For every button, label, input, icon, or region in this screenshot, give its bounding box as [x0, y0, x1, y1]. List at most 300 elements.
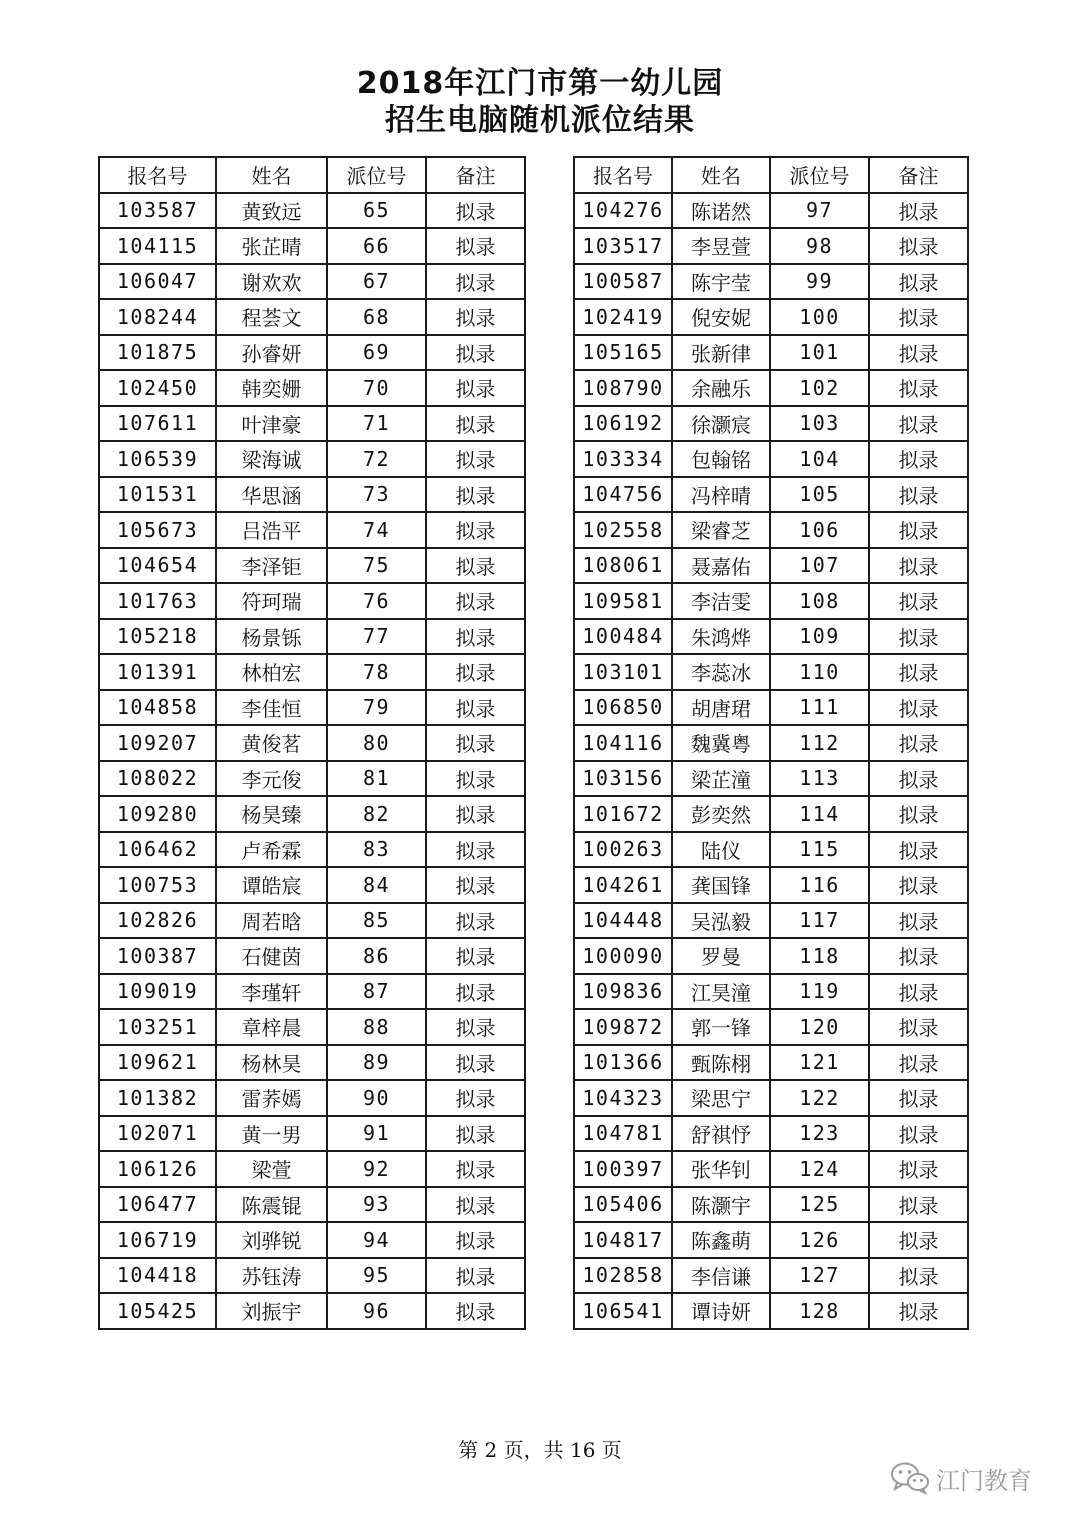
remark-cell: 拟录: [869, 690, 968, 726]
table-row: [574, 974, 968, 1010]
student-name-cell: 张芷晴: [216, 228, 327, 264]
table-row: [99, 761, 525, 797]
registration-number-cell: 100753: [99, 867, 216, 903]
table-row: [99, 1009, 525, 1045]
student-name-cell: 江昊潼: [672, 974, 770, 1010]
seat-number-cell: 94: [327, 1222, 426, 1258]
remark-cell: 拟录: [426, 1293, 525, 1329]
student-name-cell: 黄一男: [216, 1116, 327, 1152]
table-row: [99, 1187, 525, 1223]
header-remark: 备注: [869, 157, 968, 193]
registration-number-cell: 109581: [574, 583, 672, 619]
student-name-cell: 聂嘉佑: [672, 548, 770, 584]
registration-number-cell: 106541: [574, 1293, 672, 1329]
registration-number-cell: 106047: [99, 264, 216, 300]
student-name-cell: 罗曼: [672, 938, 770, 974]
remark-cell: 拟录: [426, 867, 525, 903]
student-name-cell: 谢欢欢: [216, 264, 327, 300]
student-name-cell: 刘骅锐: [216, 1222, 327, 1258]
student-name-cell: 梁睿芝: [672, 512, 770, 548]
seat-number-cell: 97: [770, 193, 869, 229]
table-row: [99, 796, 525, 832]
table-body-right: [574, 193, 968, 1329]
student-name-cell: 李洁雯: [672, 583, 770, 619]
student-name-cell: 孙睿妍: [216, 335, 327, 371]
seat-number-cell: 111: [770, 690, 869, 726]
seat-number-cell: 84: [327, 867, 426, 903]
student-name-cell: 陈鑫萌: [672, 1222, 770, 1258]
seat-number-cell: 110: [770, 654, 869, 690]
remark-cell: 拟录: [426, 725, 525, 761]
table-row: [99, 193, 525, 229]
table-row: [574, 548, 968, 584]
document-title: 2018年江门市第一幼儿园: [356, 66, 724, 101]
student-name-cell: 华思涵: [216, 477, 327, 513]
header-row: [99, 157, 525, 193]
student-name-cell: 杨昊臻: [216, 796, 327, 832]
table-row: [99, 725, 525, 761]
student-name-cell: 李昱萱: [672, 228, 770, 264]
table-row: [574, 1080, 968, 1116]
registration-number-cell: 104817: [574, 1222, 672, 1258]
registration-number-cell: 109280: [99, 796, 216, 832]
watermark: [890, 1458, 1032, 1498]
student-name-cell: 黄俊茗: [216, 725, 327, 761]
registration-number-cell: 106477: [99, 1187, 216, 1223]
seat-number-cell: 88: [327, 1009, 426, 1045]
registration-number-cell: 105673: [99, 512, 216, 548]
table-row: [99, 903, 525, 939]
student-name-cell: 陈震锟: [216, 1187, 327, 1223]
student-name-cell: 包翰铭: [672, 441, 770, 477]
remark-cell: 拟录: [426, 974, 525, 1010]
student-name-cell: 冯梓晴: [672, 477, 770, 513]
student-name-cell: 陈灏宇: [672, 1187, 770, 1223]
remark-cell: 拟录: [869, 619, 968, 655]
header-registration-number: 报名号: [99, 157, 216, 193]
registration-number-cell: 108022: [99, 761, 216, 797]
remark-cell: 拟录: [426, 1222, 525, 1258]
registration-number-cell: 104276: [574, 193, 672, 229]
student-name-cell: 韩奕姗: [216, 370, 327, 406]
remark-cell: 拟录: [426, 903, 525, 939]
registration-number-cell: 102858: [574, 1258, 672, 1294]
seat-number-cell: 67: [327, 264, 426, 300]
remark-cell: 拟录: [426, 938, 525, 974]
document-subtitle: 招生电脑随机派位结果: [385, 103, 695, 138]
remark-cell: 拟录: [426, 619, 525, 655]
remark-cell: 拟录: [869, 1258, 968, 1294]
table-row: [574, 725, 968, 761]
seat-number-cell: 85: [327, 903, 426, 939]
remark-cell: 拟录: [869, 1045, 968, 1081]
seat-number-cell: 93: [327, 1187, 426, 1223]
header-seat-number: 派位号: [327, 157, 426, 193]
remark-cell: 拟录: [869, 264, 968, 300]
student-name-cell: 李蕊冰: [672, 654, 770, 690]
registration-number-cell: 102558: [574, 512, 672, 548]
remark-cell: 拟录: [869, 867, 968, 903]
seat-number-cell: 96: [327, 1293, 426, 1329]
student-name-cell: 胡唐珺: [672, 690, 770, 726]
table-row: [574, 512, 968, 548]
table-row: [574, 1045, 968, 1081]
student-name-cell: 黄致远: [216, 193, 327, 229]
remark-cell: 拟录: [426, 1116, 525, 1152]
seat-number-cell: 90: [327, 1080, 426, 1116]
student-name-cell: 朱鸿烨: [672, 619, 770, 655]
seat-number-cell: 79: [327, 690, 426, 726]
student-name-cell: 程荟文: [216, 299, 327, 335]
seat-number-cell: 114: [770, 796, 869, 832]
table-row: [99, 477, 525, 513]
student-name-cell: 林柏宏: [216, 654, 327, 690]
table-row: [99, 1151, 525, 1187]
remark-cell: 拟录: [869, 335, 968, 371]
table-row: [99, 299, 525, 335]
remark-cell: 拟录: [869, 654, 968, 690]
seat-number-cell: 103: [770, 406, 869, 442]
registration-number-cell: 109872: [574, 1009, 672, 1045]
student-name-cell: 吕浩平: [216, 512, 327, 548]
table-row: [574, 1258, 968, 1294]
student-name-cell: 陆仪: [672, 832, 770, 868]
table-row: [574, 441, 968, 477]
student-name-cell: 苏钰涛: [216, 1258, 327, 1294]
registration-number-cell: 108244: [99, 299, 216, 335]
table-row: [574, 619, 968, 655]
remark-cell: 拟录: [869, 761, 968, 797]
student-name-cell: 周若晗: [216, 903, 327, 939]
table-row: [574, 370, 968, 406]
table-row: [574, 1009, 968, 1045]
seat-number-cell: 117: [770, 903, 869, 939]
remark-cell: 拟录: [869, 903, 968, 939]
seat-number-cell: 100: [770, 299, 869, 335]
seat-number-cell: 121: [770, 1045, 869, 1081]
seat-number-cell: 74: [327, 512, 426, 548]
registration-number-cell: 109207: [99, 725, 216, 761]
table-row: [99, 264, 525, 300]
table-row: [574, 1293, 968, 1329]
registration-number-cell: 108790: [574, 370, 672, 406]
table-row: [99, 690, 525, 726]
seat-number-cell: 68: [327, 299, 426, 335]
registration-number-cell: 103156: [574, 761, 672, 797]
registration-number-cell: 105406: [574, 1187, 672, 1223]
remark-cell: 拟录: [426, 264, 525, 300]
registration-number-cell: 104116: [574, 725, 672, 761]
table-row: [99, 441, 525, 477]
table-row: [574, 938, 968, 974]
remark-cell: 拟录: [869, 1187, 968, 1223]
student-name-cell: 魏冀粤: [672, 725, 770, 761]
header-seat-number: 派位号: [770, 157, 869, 193]
remark-cell: 拟录: [869, 796, 968, 832]
table-row: [99, 938, 525, 974]
student-name-cell: 李瑾轩: [216, 974, 327, 1010]
seat-number-cell: 123: [770, 1116, 869, 1152]
header-name: 姓名: [672, 157, 770, 193]
remark-cell: 拟录: [426, 796, 525, 832]
remark-cell: 拟录: [869, 548, 968, 584]
seat-number-cell: 105: [770, 477, 869, 513]
remark-cell: 拟录: [426, 690, 525, 726]
student-name-cell: 李泽钜: [216, 548, 327, 584]
registration-number-cell: 102419: [574, 299, 672, 335]
registration-number-cell: 109836: [574, 974, 672, 1010]
remark-cell: 拟录: [426, 370, 525, 406]
seat-number-cell: 71: [327, 406, 426, 442]
seat-number-cell: 108: [770, 583, 869, 619]
remark-cell: 拟录: [426, 228, 525, 264]
table-row: [574, 654, 968, 690]
seat-number-cell: 69: [327, 335, 426, 371]
remark-cell: 拟录: [869, 1222, 968, 1258]
seat-number-cell: 112: [770, 725, 869, 761]
remark-cell: 拟录: [869, 193, 968, 229]
student-name-cell: 李信谦: [672, 1258, 770, 1294]
table-row: [574, 832, 968, 868]
seat-number-cell: 106: [770, 512, 869, 548]
registration-number-cell: 107611: [99, 406, 216, 442]
registration-number-cell: 105218: [99, 619, 216, 655]
table-row: [99, 1045, 525, 1081]
seat-number-cell: 77: [327, 619, 426, 655]
header-row: [574, 157, 968, 193]
seat-number-cell: 127: [770, 1258, 869, 1294]
student-name-cell: 谭皓宸: [216, 867, 327, 903]
remark-cell: 拟录: [869, 1293, 968, 1329]
table-row: [574, 1222, 968, 1258]
seat-number-cell: 101: [770, 335, 869, 371]
registration-number-cell: 100587: [574, 264, 672, 300]
registration-number-cell: 109019: [99, 974, 216, 1010]
student-name-cell: 杨景铄: [216, 619, 327, 655]
table-row: [574, 1151, 968, 1187]
student-name-cell: 舒祺忬: [672, 1116, 770, 1152]
remark-cell: 拟录: [426, 406, 525, 442]
registration-number-cell: 101763: [99, 583, 216, 619]
table-row: [574, 228, 968, 264]
student-name-cell: 张新律: [672, 335, 770, 371]
registration-number-cell: 106850: [574, 690, 672, 726]
seat-number-cell: 72: [327, 441, 426, 477]
seat-number-cell: 102: [770, 370, 869, 406]
seat-number-cell: 80: [327, 725, 426, 761]
page-indicator: 第 2 页，共 16 页: [458, 1438, 622, 1462]
student-name-cell: 彭奕然: [672, 796, 770, 832]
table-row: [99, 370, 525, 406]
student-name-cell: 甄陈栩: [672, 1045, 770, 1081]
student-name-cell: 郭一锋: [672, 1009, 770, 1045]
student-name-cell: 张华钊: [672, 1151, 770, 1187]
table-row: [99, 228, 525, 264]
remark-cell: 拟录: [426, 583, 525, 619]
seat-number-cell: 109: [770, 619, 869, 655]
table-row: [99, 1293, 525, 1329]
remark-cell: 拟录: [869, 477, 968, 513]
remark-cell: 拟录: [426, 193, 525, 229]
registration-number-cell: 103101: [574, 654, 672, 690]
table-row: [574, 1187, 968, 1223]
student-name-cell: 符珂瑞: [216, 583, 327, 619]
remark-cell: 拟录: [869, 299, 968, 335]
student-name-cell: 叶津豪: [216, 406, 327, 442]
table-row: [574, 299, 968, 335]
seat-number-cell: 87: [327, 974, 426, 1010]
student-name-cell: 谭诗妍: [672, 1293, 770, 1329]
registration-number-cell: 101875: [99, 335, 216, 371]
registration-number-cell: 109621: [99, 1045, 216, 1081]
remark-cell: 拟录: [426, 1151, 525, 1187]
table-row: [99, 867, 525, 903]
remark-cell: 拟录: [426, 477, 525, 513]
seat-number-cell: 92: [327, 1151, 426, 1187]
registration-number-cell: 104756: [574, 477, 672, 513]
table-row: [574, 761, 968, 797]
seat-number-cell: 126: [770, 1222, 869, 1258]
seat-number-cell: 118: [770, 938, 869, 974]
table-row: [574, 406, 968, 442]
seat-number-cell: 66: [327, 228, 426, 264]
table-row: [99, 1080, 525, 1116]
student-name-cell: 刘振宇: [216, 1293, 327, 1329]
remark-cell: 拟录: [869, 228, 968, 264]
table-row: [574, 264, 968, 300]
results-table-left: [98, 156, 526, 1330]
remark-cell: 拟录: [426, 654, 525, 690]
registration-number-cell: 104781: [574, 1116, 672, 1152]
registration-number-cell: 103334: [574, 441, 672, 477]
table-row: [574, 690, 968, 726]
registration-number-cell: 103251: [99, 1009, 216, 1045]
registration-number-cell: 101366: [574, 1045, 672, 1081]
student-name-cell: 章梓晨: [216, 1009, 327, 1045]
remark-cell: 拟录: [869, 832, 968, 868]
header-remark: 备注: [426, 157, 525, 193]
remark-cell: 拟录: [869, 974, 968, 1010]
registration-number-cell: 105165: [574, 335, 672, 371]
remark-cell: 拟录: [426, 512, 525, 548]
registration-number-cell: 100387: [99, 938, 216, 974]
seat-number-cell: 89: [327, 1045, 426, 1081]
registration-number-cell: 104261: [574, 867, 672, 903]
registration-number-cell: 101391: [99, 654, 216, 690]
registration-number-cell: 104323: [574, 1080, 672, 1116]
seat-number-cell: 107: [770, 548, 869, 584]
student-name-cell: 梁芷潼: [672, 761, 770, 797]
registration-number-cell: 104654: [99, 548, 216, 584]
seat-number-cell: 78: [327, 654, 426, 690]
table-row: [99, 619, 525, 655]
seat-number-cell: 81: [327, 761, 426, 797]
remark-cell: 拟录: [426, 1258, 525, 1294]
student-name-cell: 徐灏宸: [672, 406, 770, 442]
registration-number-cell: 106539: [99, 441, 216, 477]
remark-cell: 拟录: [869, 512, 968, 548]
student-name-cell: 梁海诚: [216, 441, 327, 477]
seat-number-cell: 99: [770, 264, 869, 300]
registration-number-cell: 106192: [574, 406, 672, 442]
registration-number-cell: 100484: [574, 619, 672, 655]
registration-number-cell: 101382: [99, 1080, 216, 1116]
seat-number-cell: 70: [327, 370, 426, 406]
table-row: [99, 1258, 525, 1294]
seat-number-cell: 122: [770, 1080, 869, 1116]
seat-number-cell: 120: [770, 1009, 869, 1045]
student-name-cell: 余融乐: [672, 370, 770, 406]
remark-cell: 拟录: [426, 299, 525, 335]
remark-cell: 拟录: [869, 441, 968, 477]
registration-number-cell: 106126: [99, 1151, 216, 1187]
student-name-cell: 卢希霖: [216, 832, 327, 868]
table-row: [574, 193, 968, 229]
registration-number-cell: 102826: [99, 903, 216, 939]
table-row: [99, 335, 525, 371]
student-name-cell: 杨林昊: [216, 1045, 327, 1081]
remark-cell: 拟录: [869, 1116, 968, 1152]
registration-number-cell: 100090: [574, 938, 672, 974]
table-row: [99, 548, 525, 584]
seat-number-cell: 82: [327, 796, 426, 832]
table-row: [99, 832, 525, 868]
table-row: [99, 406, 525, 442]
seat-number-cell: 86: [327, 938, 426, 974]
table-row: [99, 512, 525, 548]
registration-number-cell: 102450: [99, 370, 216, 406]
registration-number-cell: 106719: [99, 1222, 216, 1258]
seat-number-cell: 73: [327, 477, 426, 513]
table-row: [574, 867, 968, 903]
registration-number-cell: 108061: [574, 548, 672, 584]
registration-number-cell: 105425: [99, 1293, 216, 1329]
remark-cell: 拟录: [869, 725, 968, 761]
remark-cell: 拟录: [426, 548, 525, 584]
seat-number-cell: 65: [327, 193, 426, 229]
remark-cell: 拟录: [426, 1187, 525, 1223]
student-name-cell: 雷荞嫣: [216, 1080, 327, 1116]
remark-cell: 拟录: [869, 583, 968, 619]
table-row: [99, 974, 525, 1010]
student-name-cell: 龚国锋: [672, 867, 770, 903]
seat-number-cell: 104: [770, 441, 869, 477]
registration-number-cell: 101672: [574, 796, 672, 832]
header-registration-number: 报名号: [574, 157, 672, 193]
student-name-cell: 李元俊: [216, 761, 327, 797]
student-name-cell: 陈宇莹: [672, 264, 770, 300]
seat-number-cell: 116: [770, 867, 869, 903]
remark-cell: 拟录: [426, 441, 525, 477]
registration-number-cell: 103587: [99, 193, 216, 229]
table-row: [574, 583, 968, 619]
remark-cell: 拟录: [426, 335, 525, 371]
remark-cell: 拟录: [426, 832, 525, 868]
table-row: [99, 1222, 525, 1258]
remark-cell: 拟录: [869, 938, 968, 974]
seat-number-cell: 115: [770, 832, 869, 868]
registration-number-cell: 104448: [574, 903, 672, 939]
seat-number-cell: 113: [770, 761, 869, 797]
registration-number-cell: 103517: [574, 228, 672, 264]
registration-number-cell: 100397: [574, 1151, 672, 1187]
header-name: 姓名: [216, 157, 327, 193]
student-name-cell: 梁思宁: [672, 1080, 770, 1116]
seat-number-cell: 95: [327, 1258, 426, 1294]
table-row: [574, 903, 968, 939]
remark-cell: 拟录: [869, 1080, 968, 1116]
table-row: [99, 654, 525, 690]
